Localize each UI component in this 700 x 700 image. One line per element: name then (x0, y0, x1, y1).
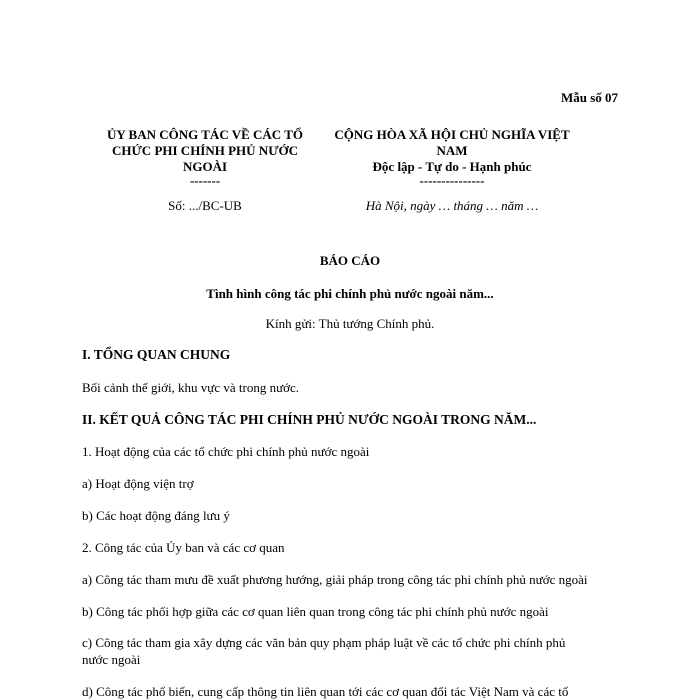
issuing-organization (105, 127, 305, 187)
item-1a: a) Hoạt động viện trợ (82, 476, 194, 491)
section-1-heading: I. TỔNG QUAN CHUNG (82, 347, 231, 362)
place-date-line: Hà Nội, ngày … tháng … năm … (365, 198, 539, 213)
org-divider: ------- (189, 173, 221, 188)
item-2b: b) Công tác phối hợp giữa các cơ quan liên quan trong công tác phi chính phủ nước ngoài (82, 604, 549, 619)
org-name-line-1: ỦY BAN CÔNG TÁC VỀ CÁC TỔ (107, 127, 303, 142)
section-2-heading: II. KẾT QUẢ CÔNG TÁC PHI CHÍNH PHỦ NƯỚC NGOÀI TRONG NĂM... (82, 412, 537, 427)
section-1-text: Bối cảnh thế giới, khu vực và trong nước. (82, 380, 300, 395)
org-name-line-3: NGOÀI (182, 159, 228, 174)
national-heading (312, 127, 592, 187)
nation-name-line-1: CỘNG HÒA XÃ HỘI CHỦ NGHĨA VIỆT (334, 127, 570, 142)
org-name-line-2: CHỨC PHI CHÍNH PHỦ NƯỚC (111, 143, 299, 158)
item-2c-line-2: nước ngoài (82, 652, 141, 667)
item-1: 1. Hoạt động của các tổ chức phi chính phủ nước ngoài (82, 444, 370, 459)
national-motto: Độc lập - Tự do - Hạnh phúc (372, 159, 532, 174)
item-2: 2. Công tác của Ủy ban và các cơ quan (82, 540, 285, 555)
report-title: BÁO CÁO (319, 253, 381, 268)
recipient-greeting: Kính gửi: Thủ tướng Chính phủ. (265, 316, 435, 331)
report-subtitle: Tình hình công tác phi chính phủ nước ngoài năm... (206, 286, 494, 301)
item-1b: b) Các hoạt động đáng lưu ý (82, 508, 230, 523)
item-2c-line-1: c) Công tác tham gia xây dựng các văn bản quy phạm pháp luật về các tổ chức phi chính phủ (82, 635, 566, 650)
item-2d: d) Công tác phổ biến, cung cấp thông tin liên quan tới các cơ quan đối tác Việt Nam và các tổ (82, 684, 569, 699)
document-number: Số: .../BC-UB (168, 198, 242, 213)
nation-name-line-2: NAM (436, 143, 468, 158)
form-number: Mẫu số 07 (560, 90, 618, 105)
item-2a: a) Công tác tham mưu đề xuất phương hướng, giải pháp trong công tác phi chính phủ nước ngoài (82, 572, 588, 587)
motto-divider: --------------- (419, 173, 485, 188)
